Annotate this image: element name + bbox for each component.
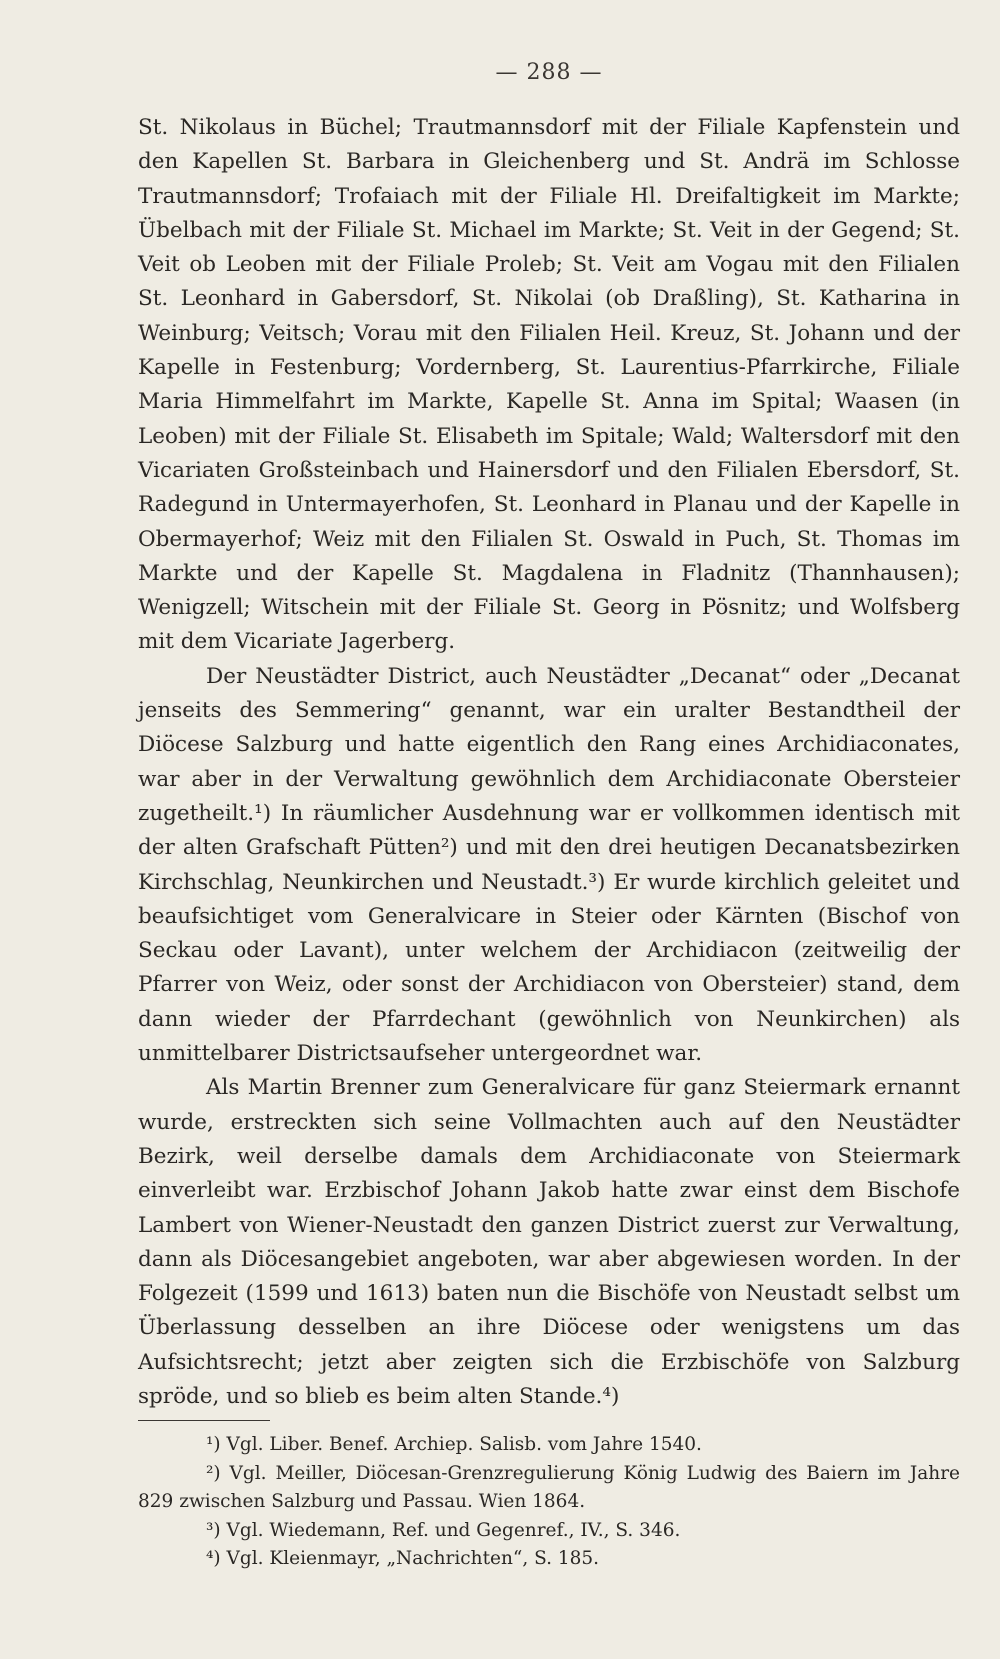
- body-text: [138, 111, 960, 1414]
- footnote-divider: [138, 1420, 270, 1421]
- footnotes: [138, 1431, 960, 1574]
- paragraph-parish-list: St. Nikolaus in Büchel; Trautmannsdorf mit der Filiale Kapfenstein und den Kapellen St. Barbara in Gleichenberg und St. Andrä im Schlosse Trautmannsdorf; Trofaiach mit der Filiale Hl. Dreifaltigkeit im Markte; Übelbach mit der Filiale St. Michael im Markte; St. Veit in der Gegend; St. Veit ob Leoben mit der Filiale Proleb; St. Veit am Vogau mit den Filialen St. Leonhard in Gabersdorf, St. Nikolai (ob Draßling), St. Katharina in Weinburg; Veitsch; Vorau mit den Filialen Heil. Kreuz, St. Johann und der Kapelle in Festenburg; Vordernberg, St. Laurentius-Pfarrkirche, Filiale Maria Himmelfahrt im Markte, Kapelle St. Anna im Spital; Waasen (in Leoben) mit der Filiale St. Elisabeth im Spitale; Wald; Waltersdorf mit den Vicariaten Großsteinbach und Hainersdorf und den Filialen Ebersdorf, St. Radegund in Untermayerhofen, St. Leonhard in Planau und der Kapelle in Obermayerhof; Weiz mit den Filialen St. Oswald in Puch, St. Thomas im Markte und der Kapelle St. Magdalena in Fladnitz (Thannhausen); Wenigzell; Witschein mit der Filiale St. Georg in Pösnitz; und Wolfsberg mit dem Vicariate Jagerberg.: [138, 115, 960, 655]
- footnote-2: ²) Vgl. Meiller, Diöcesan-Grenzregulierung König Ludwig des Baiern im Jahre 829 zwischen Salzburg und Passau. Wien 1864.: [138, 1462, 960, 1513]
- paragraph-martin-brenner: Als Martin Brenner zum Generalvicare für ganz Steiermark ernannt wurde, erstreckten sich seine Vollmachten auch auf den Neustädter Bezirk, weil derselbe damals dem Archidiaconate von Steiermark einverleibt war. Erzbischof Johann Jakob hatte zwar einst dem Bischofe Lambert von Wiener-Neustadt den ganzen District zuerst zur Verwaltung, dann als Diöcesangebiet angeboten, war aber abgewiesen worden. In der Folgezeit (1599 und 1613) baten nun die Bischöfe von Neustadt selbst um Überlassung desselben an ihre Diöcese oder wenigstens um das Aufsichtsrecht; jetzt aber zeigten sich die Erzbischöfe von Salzburg spröde, und so blieb es beim alten Stande.⁴): [138, 1075, 960, 1409]
- footnote-3: ³) Vgl. Wiedemann, Ref. und Gegenref., IV., S. 346.: [206, 1519, 681, 1541]
- footnote-1: ¹) Vgl. Liber. Benef. Archiep. Salisb. vom Jahre 1540.: [206, 1434, 702, 1456]
- paragraph-neustadt-district: Der Neustädter District, auch Neustädter „Decanat“ oder „Decanat jenseits des Semmering“ genannt, war ein uralter Bestandtheil der Diöcese Salzburg und hatte eigentlich den Rang eines Archidiaconates, war aber in der Verwaltung gewöhnlich dem Archidiaconate Obersteier zugetheilt.¹) In räumlicher Ausdehnung war er vollkommen identisch mit der alten Grafschaft Pütten²) und mit den drei heutigen Decanatsbezirken Kirchschlag, Neunkirchen und Neustadt.³) Er wurde kirchlich geleitet und beaufsichtiget vom Generalvicare in Steier oder Kärnten (Bischof von Seckau oder Lavant), unter welchem der Archidiacon (zeitweilig der Pfarrer von Weiz, oder sonst der Archidiacon von Obersteier) stand, dem dann wieder der Pfarrdechant (gewöhnlich von Neunkirchen) als unmittelbarer Districtsaufseher untergeordnet war.: [138, 663, 960, 1067]
- footnote-4: ⁴) Vgl. Kleienmayr, „Nachrichten“, S. 185.: [206, 1548, 600, 1570]
- page-number: — 288 —: [495, 60, 603, 85]
